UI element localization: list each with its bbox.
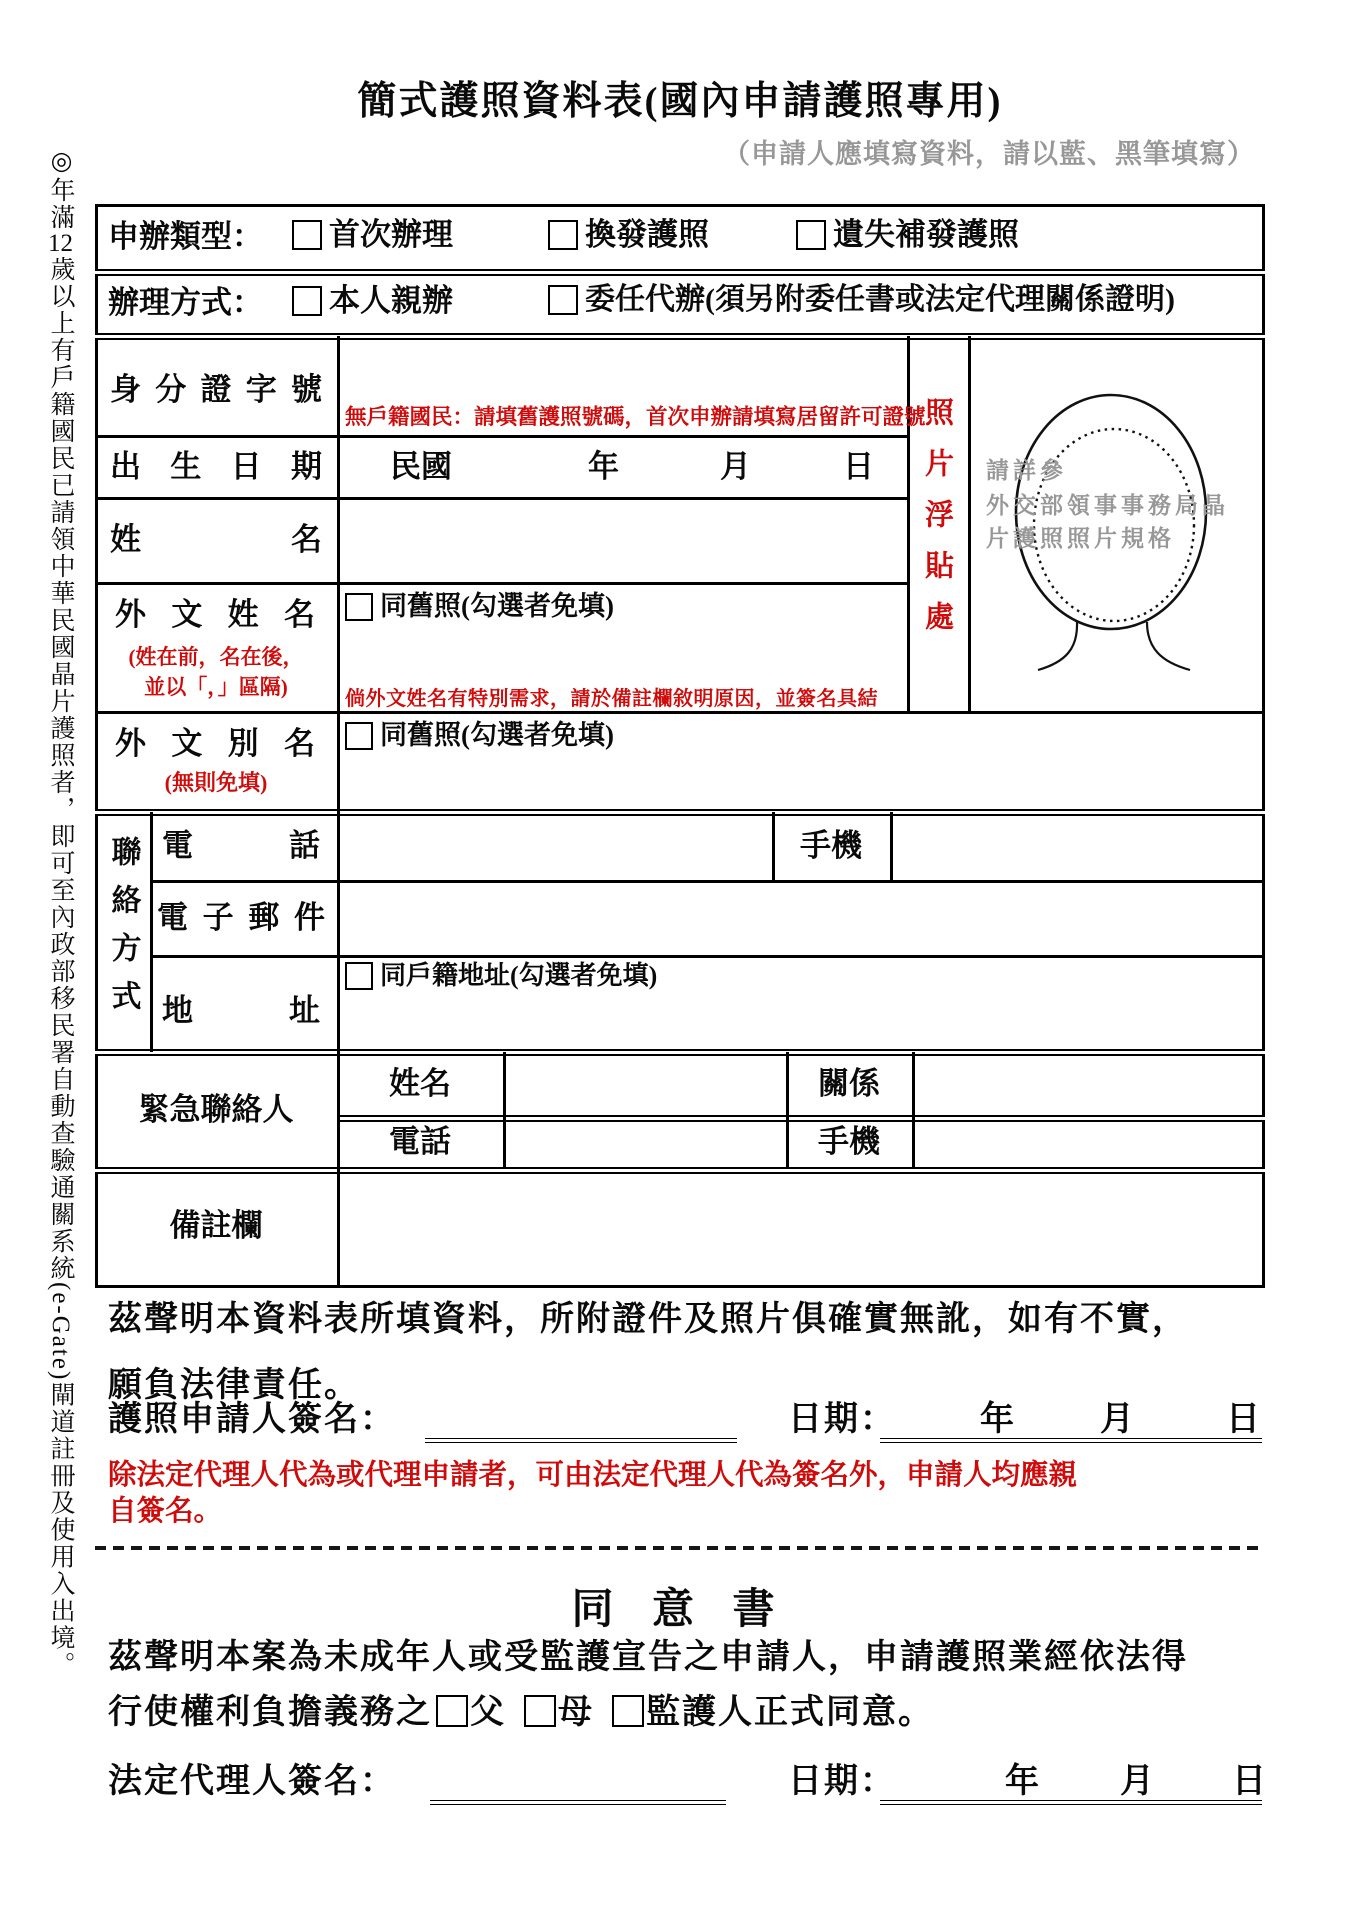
declaration-line1: 茲聲明本資料表所填資料，所附證件及照片俱確實無訛，如有不實， (108, 1301, 1188, 1338)
birth-month-unit: 月 (720, 449, 751, 484)
id-number-note: 無戶籍國民：請填舊護照號碼，首次申辦請填寫居留許可證號 (345, 405, 926, 429)
applicant-date-month: 月 (1100, 1401, 1136, 1438)
page-subtitle: （申請人應填寫資料，請以藍、黑筆填寫） (723, 139, 1255, 169)
foreign-alias-sublabel: (無則免填) (164, 770, 268, 795)
birth-day-unit: 日 (843, 449, 874, 484)
consent-line2-prefix: 行使權利負擔義務之 (108, 1694, 432, 1731)
consent-option-father: 父 (470, 1694, 506, 1731)
contact-mobile-input[interactable] (894, 815, 1260, 877)
applicant-date-day: 日 (1226, 1401, 1262, 1438)
side-note-suffix: 歲以上有戶籍國民已請領中華民國晶片護照者，即可至內政部移民署自動查驗通關系統(e-Gate)閘道註冊及使用入出境。 (47, 256, 74, 1679)
checkbox-renewal[interactable] (548, 220, 578, 250)
name-label: 姓名 (110, 522, 322, 557)
foreign-alias-checkbox-label: 同舊照(勾選者免填) (380, 720, 614, 750)
applicant-date-year: 年 (980, 1401, 1016, 1438)
foreign-alias-label: 外文別名 (115, 726, 315, 761)
option-in-person: 本人親辦 (329, 283, 453, 318)
checkbox-same-as-registered-address[interactable] (345, 962, 373, 990)
emergency-name-label: 姓名 (389, 1066, 451, 1101)
section-separator (95, 1546, 1265, 1550)
page-title: 簡式護照資料表(國內申請護照專用) (357, 80, 1003, 123)
consent-line2 (108, 1692, 934, 1735)
contact-phone-input[interactable] (342, 815, 768, 877)
name-input[interactable] (342, 502, 902, 578)
emergency-mobile-label: 手機 (818, 1124, 880, 1159)
contact-phone-label: 電話 (162, 828, 320, 863)
declaration-line2: 願負法律責任。 (108, 1367, 360, 1404)
birth-date-label: 出生日期 (110, 449, 322, 484)
divider (95, 269, 1265, 276)
checkbox-father[interactable] (436, 1695, 468, 1727)
divider (150, 955, 1265, 958)
option-lost-reissue: 遺失補發護照 (833, 217, 1019, 252)
id-number-label: 身分證字號 (110, 372, 322, 407)
id-number-input[interactable] (342, 340, 902, 398)
emergency-phone-label: 電話 (389, 1124, 451, 1159)
side-vertical-note (26, 146, 74, 1912)
consent-line1: 茲聲明本案為未成年人或受監護宣告之申請人，申請護照業經依法得 (108, 1639, 1188, 1676)
birth-date-input[interactable] (430, 440, 830, 494)
guardian-signature-line[interactable] (430, 1800, 726, 1805)
divider (95, 497, 907, 500)
remarks-label: 備註欄 (169, 1208, 263, 1243)
guardian-date-year: 年 (1005, 1763, 1041, 1800)
contact-email-input[interactable] (342, 885, 1260, 951)
foreign-name-note: 倘外文姓名有特別需求，請於備註欄敘明原因，並簽名具結 (345, 688, 878, 710)
remarks-input[interactable] (342, 1173, 1260, 1283)
contact-address-input[interactable] (342, 996, 1260, 1046)
divider (150, 812, 153, 1052)
divider (150, 880, 1265, 883)
checkbox-lost-reissue[interactable] (796, 220, 826, 250)
option-first-time: 首次辦理 (329, 217, 453, 252)
contact-address-label: 地址 (162, 993, 320, 1028)
checkbox-alias-same-as-old[interactable] (345, 722, 373, 750)
signature-note-line1: 除法定代理人代為或代理申請者，可由法定代理人代為簽名外，申請人均應親 (108, 1460, 1078, 1491)
checkbox-guardian[interactable] (612, 1695, 644, 1727)
foreign-alias-input[interactable] (342, 756, 1260, 806)
checkbox-foreign-name-same-as-old[interactable] (345, 593, 373, 621)
checkbox-by-proxy[interactable] (548, 285, 578, 315)
contact-email-label: 電子郵件 (157, 900, 325, 935)
guardian-date-label: 日期： (788, 1763, 896, 1800)
option-renewal: 換發護照 (585, 217, 709, 252)
foreign-name-label: 外文姓名 (115, 597, 315, 632)
checkbox-in-person[interactable] (292, 286, 322, 316)
emergency-mobile-input[interactable] (915, 1120, 1260, 1166)
contact-mobile-label: 手機 (800, 828, 862, 863)
consent-option-mother: 母 (558, 1694, 594, 1731)
contact-section-header: 聯絡方式 (106, 836, 140, 1028)
processing-method-label: 辦理方式： (108, 285, 263, 320)
consent-line2-suffix: 正式同意。 (754, 1694, 934, 1731)
foreign-name-input[interactable] (342, 628, 902, 678)
checkbox-first-time[interactable] (292, 220, 322, 250)
applicant-signature-line[interactable] (425, 1438, 737, 1443)
foreign-name-checkbox-label: 同舊照(勾選者免填) (380, 591, 614, 621)
consent-option-guardian: 監護人 (646, 1694, 754, 1731)
checkbox-mother[interactable] (524, 1695, 556, 1727)
birth-era-label: 民國 (390, 449, 452, 484)
consent-title: 同 意 書 (571, 1587, 789, 1633)
photo-hint-line2: 外交部領事事務局晶 (986, 493, 1229, 518)
divider (95, 435, 907, 438)
foreign-name-sublabel-2: 並以「，」區隔) (144, 675, 288, 699)
guardian-signature-label: 法定代理人簽名： (108, 1763, 396, 1800)
option-by-proxy: 委任代辦(須另附委任書或法定代理關係證明) (585, 283, 1175, 316)
emergency-relation-label: 關係 (818, 1066, 880, 1101)
side-note-number: 12 (48, 231, 73, 256)
applicant-date-line[interactable] (880, 1438, 1262, 1443)
signature-note-line2: 自簽名。 (108, 1496, 223, 1527)
application-type-label: 申辦類型： (108, 219, 263, 254)
emergency-phone-input[interactable] (506, 1120, 784, 1166)
emergency-contact-label: 緊急聯絡人 (138, 1092, 294, 1127)
address-checkbox-label: 同戶籍地址(勾選者免填) (380, 961, 658, 990)
photo-hint-line3: 片護照照片規格 (986, 526, 1175, 551)
applicant-date-label: 日期： (788, 1401, 896, 1438)
emergency-name-input[interactable] (506, 1054, 784, 1112)
guardian-date-line[interactable] (880, 1800, 1262, 1805)
side-note-prefix: ◎年滿 (47, 146, 74, 231)
photo-hint-line1: 請詳參 (986, 458, 1067, 483)
birth-year-unit: 年 (588, 449, 619, 484)
divider (890, 812, 893, 882)
emergency-relation-input[interactable] (915, 1054, 1260, 1112)
photo-strip-label: 照片浮貼處 (921, 396, 953, 652)
guardian-date-month: 月 (1120, 1763, 1156, 1800)
divider (95, 582, 907, 585)
applicant-signature-label: 護照申請人簽名： (108, 1401, 396, 1438)
guardian-date-day: 日 (1232, 1763, 1268, 1800)
foreign-name-sublabel-1: (姓在前，名在後， (128, 645, 304, 669)
